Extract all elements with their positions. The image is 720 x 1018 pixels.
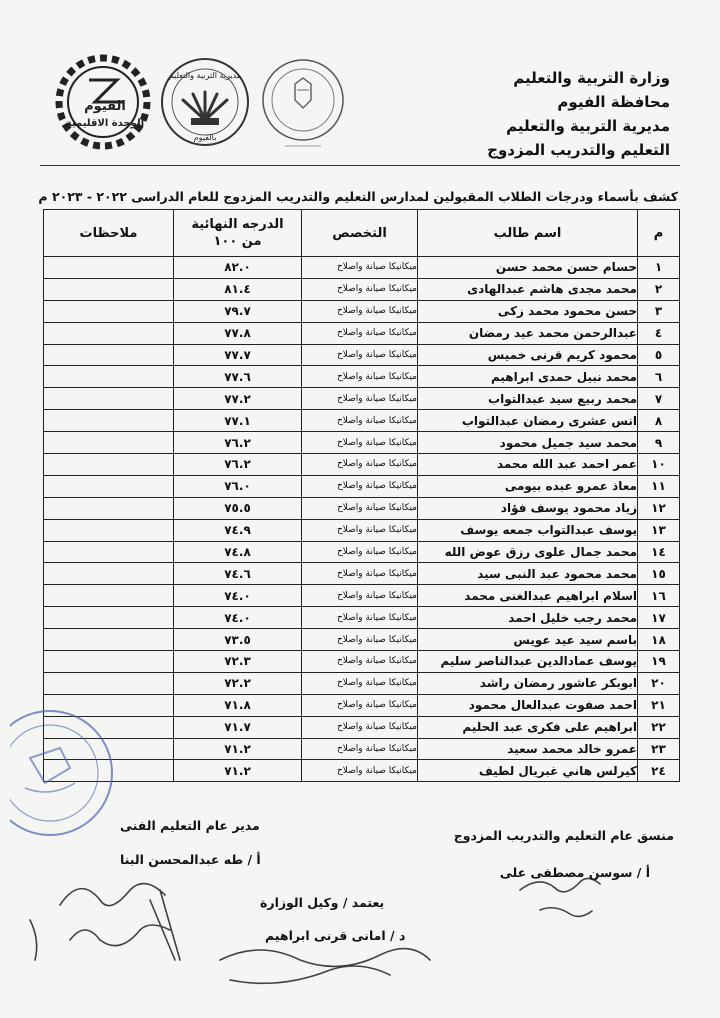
final-grade: ٧١.٢ — [174, 760, 302, 782]
notes-cell — [44, 651, 174, 673]
student-name: محمود كريم قرنى خميس — [418, 344, 638, 366]
specialization-cell: ميكانيكا صيانة واصلاح — [302, 497, 418, 519]
specialization-cell: ميكانيكا صيانة واصلاح — [302, 651, 418, 673]
student-name: احمد صفوت عبدالعال محمود — [418, 694, 638, 716]
notes-cell — [44, 257, 174, 279]
student-name: يوسف عمادالدين عبدالناصر سليم — [418, 651, 638, 673]
specialization-cell: ميكانيكا صيانة واصلاح — [302, 475, 418, 497]
specialization-cell: ميكانيكا صيانة واصلاح — [302, 541, 418, 563]
specialization-cell: ميكانيكا صيانة واصلاح — [302, 366, 418, 388]
director-title: مدير عام التعليم الفنى — [120, 818, 260, 833]
student-name: ابوبكر عاشور رمضان راشد — [418, 672, 638, 694]
governorate-name: محافظة الفيوم — [557, 93, 670, 111]
specialization-cell: ميكانيكا صيانة واصلاح — [302, 300, 418, 322]
student-name: محمد رجب خليل احمد — [418, 607, 638, 629]
header-specialization: التخصص — [302, 210, 418, 257]
specialization-cell: ميكانيكا صيانة واصلاح — [302, 585, 418, 607]
handwritten-signatures — [0, 830, 720, 1018]
student-name: عمر احمد عبد الله محمد — [418, 454, 638, 476]
notes-cell — [44, 410, 174, 432]
student-name: باسم سيد عيد عويس — [418, 629, 638, 651]
student-name: محمد ربيع سيد عبدالتواب — [418, 388, 638, 410]
table-row — [44, 563, 680, 585]
row-number: ٥ — [638, 344, 680, 366]
row-number: ١٩ — [638, 651, 680, 673]
header-grade-line1: الدرجه النهائية — [191, 217, 284, 232]
student-name: اسلام ابراهيم عبدالغنى محمد — [418, 585, 638, 607]
notes-cell — [44, 585, 174, 607]
specialization-cell: ميكانيكا صيانة واصلاح — [302, 410, 418, 432]
row-number: ١٥ — [638, 563, 680, 585]
notes-cell — [44, 300, 174, 322]
row-number: ٢٤ — [638, 760, 680, 782]
final-grade: ٧١.٨ — [174, 694, 302, 716]
final-grade: ٨١.٤ — [174, 278, 302, 300]
final-grade: ٧٩.٧ — [174, 300, 302, 322]
notes-cell — [44, 497, 174, 519]
row-number: ١ — [638, 257, 680, 279]
ministry-name: وزارة التربية والتعليم — [513, 69, 670, 87]
regional-unit-gear-logo — [59, 58, 147, 146]
row-number: ٦ — [638, 366, 680, 388]
table-row — [44, 629, 680, 651]
row-number: ١٦ — [638, 585, 680, 607]
final-grade: ٧٧.٨ — [174, 322, 302, 344]
row-number: ١٤ — [638, 541, 680, 563]
final-grade: ٧٥.٥ — [174, 497, 302, 519]
student-name: محمد نبيل حمدى ابراهيم — [418, 366, 638, 388]
row-number: ٢٣ — [638, 738, 680, 760]
coordinator-title: منسق عام التعليم والتدريب المزدوج — [453, 828, 674, 843]
letterhead — [487, 66, 670, 162]
student-name: انس عشرى رمضان عبدالتواب — [418, 410, 638, 432]
final-grade: ٧٧.٢ — [174, 388, 302, 410]
notes-cell — [44, 563, 174, 585]
row-number: ٣ — [638, 300, 680, 322]
row-number: ١٠ — [638, 454, 680, 476]
student-name: ابراهيم على فكرى عبد الحليم — [418, 716, 638, 738]
header-name: اسم طالب — [418, 210, 638, 257]
notes-cell — [44, 322, 174, 344]
student-name: عمرو خالد محمد سعيد — [418, 738, 638, 760]
final-grade: ٧٤.٨ — [174, 541, 302, 563]
directorate-logo — [162, 59, 248, 145]
row-number: ١٢ — [638, 497, 680, 519]
specialization-cell: ميكانيكا صيانة واصلاح — [302, 738, 418, 760]
table-row — [44, 366, 680, 388]
directorate-name: مديرية التربية والتعليم — [506, 117, 670, 135]
row-number: ٢ — [638, 278, 680, 300]
table-row — [44, 300, 680, 322]
final-grade: ٧٧.١ — [174, 410, 302, 432]
table-row — [44, 475, 680, 497]
specialization-cell: ميكانيكا صيانة واصلاح — [302, 563, 418, 585]
table-row — [44, 497, 680, 519]
student-name: معاذ عمرو عبده بيومى — [418, 475, 638, 497]
row-number: ٨ — [638, 410, 680, 432]
table-row — [44, 344, 680, 366]
table-row — [44, 585, 680, 607]
undersecretary-name: د / امانى قرنى ابراهيم — [265, 928, 406, 943]
specialization-cell: ميكانيكا صيانة واصلاح — [302, 519, 418, 541]
header-divider — [40, 165, 680, 166]
notes-cell — [44, 432, 174, 454]
final-grade: ٧٦.٢ — [174, 432, 302, 454]
table-row — [44, 322, 680, 344]
row-number: ٢٢ — [638, 716, 680, 738]
student-name: عبدالرحمن محمد عيد رمضان — [418, 322, 638, 344]
row-number: ١٣ — [638, 519, 680, 541]
specialization-cell: ميكانيكا صيانة واصلاح — [302, 760, 418, 782]
notes-cell — [44, 388, 174, 410]
table-header-row — [44, 210, 680, 257]
final-grade: ٧٤.٠ — [174, 585, 302, 607]
notes-cell — [44, 454, 174, 476]
student-name: محمد محمود عبد النبى سيد — [418, 563, 638, 585]
table-row — [44, 278, 680, 300]
header-notes: ملاحظات — [44, 210, 174, 257]
final-grade: ٧٧.٧ — [174, 344, 302, 366]
regional-logo-city: الفيوم — [84, 99, 126, 114]
table-row — [44, 454, 680, 476]
final-grade: ٧٢.٣ — [174, 651, 302, 673]
specialization-cell: ميكانيكا صيانة واصلاح — [302, 629, 418, 651]
final-grade: ٧٤.٩ — [174, 519, 302, 541]
student-name: محمد سيد جميل محمود — [418, 432, 638, 454]
student-name: محمد مجدى هاشم عبدالهادى — [418, 278, 638, 300]
specialization-cell: ميكانيكا صيانة واصلاح — [302, 672, 418, 694]
specialization-cell: ميكانيكا صيانة واصلاح — [302, 257, 418, 279]
table-row — [44, 541, 680, 563]
final-grade: ٧٤.٠ — [174, 607, 302, 629]
student-name: حسام حسن محمد حسن — [418, 257, 638, 279]
specialization-cell: ميكانيكا صيانة واصلاح — [302, 607, 418, 629]
table-row — [44, 432, 680, 454]
row-number: ٢٠ — [638, 672, 680, 694]
final-grade: ٧١.٧ — [174, 716, 302, 738]
coordinator-name: أ / سوسن مصطفى على — [499, 865, 650, 880]
specialization-cell: ميكانيكا صيانة واصلاح — [302, 716, 418, 738]
header-number: م — [638, 210, 680, 257]
row-number: ٢١ — [638, 694, 680, 716]
directorate-logo-text: مديرية التربية والتعليم — [168, 71, 242, 80]
table-row — [44, 651, 680, 673]
student-name: حسن محمود محمد زكى — [418, 300, 638, 322]
director-name: أ / طه عبدالمحسن البنا — [120, 852, 261, 867]
notes-cell — [44, 344, 174, 366]
student-name: زياد محمود يوسف فؤاد — [418, 497, 638, 519]
ministry-seal-logo — [263, 60, 343, 146]
directorate-logo-subtext: بالفيوم — [193, 133, 217, 142]
final-grade: ٧٦.٢ — [174, 454, 302, 476]
notes-cell — [44, 475, 174, 497]
final-grade: ٨٢.٠ — [174, 257, 302, 279]
row-number: ١٧ — [638, 607, 680, 629]
specialization-cell: ميكانيكا صيانة واصلاح — [302, 322, 418, 344]
table-row — [44, 388, 680, 410]
student-name: يوسف عبدالتواب جمعه يوسف — [418, 519, 638, 541]
row-number: ١١ — [638, 475, 680, 497]
header-grade — [174, 210, 302, 257]
student-name: كيرلس هاني غبريال لطيف — [418, 760, 638, 782]
document-title: كشف بأسماء ودرجات الطلاب المقبولين لمدارس التعليم والتدريب المزدوج للعام الدراسى ٢٠٢٢ - ٢٠٢٣ م — [38, 189, 678, 204]
specialization-cell: ميكانيكا صيانة واصلاح — [302, 454, 418, 476]
notes-cell — [44, 366, 174, 388]
table-row — [44, 519, 680, 541]
final-grade: ٧٤.٦ — [174, 563, 302, 585]
final-grade: ٧١.٢ — [174, 738, 302, 760]
table-row — [44, 607, 680, 629]
header-grade-line2: من ١٠٠ — [213, 234, 262, 249]
notes-cell — [44, 278, 174, 300]
specialization-cell: ميكانيكا صيانة واصلاح — [302, 388, 418, 410]
final-grade: ٧٢.٢ — [174, 672, 302, 694]
notes-cell — [44, 541, 174, 563]
table-row — [44, 257, 680, 279]
final-grade: ٧٣.٥ — [174, 629, 302, 651]
row-number: ٧ — [638, 388, 680, 410]
regional-logo-unit: الوحدة الاقليمية — [65, 118, 145, 129]
specialization-cell: ميكانيكا صيانة واصلاح — [302, 344, 418, 366]
row-number: ١٨ — [638, 629, 680, 651]
department-name: التعليم والتدريب المزدوج — [487, 141, 670, 159]
specialization-cell: ميكانيكا صيانة واصلاح — [302, 278, 418, 300]
table-row — [44, 410, 680, 432]
approval-label: يعتمد / وكيل الوزارة — [260, 895, 385, 910]
final-grade: ٧٦.٠ — [174, 475, 302, 497]
final-grade: ٧٧.٦ — [174, 366, 302, 388]
row-number: ٩ — [638, 432, 680, 454]
student-name: محمد جمال علوى رزق عوض الله — [418, 541, 638, 563]
row-number: ٤ — [638, 322, 680, 344]
specialization-cell: ميكانيكا صيانة واصلاح — [302, 694, 418, 716]
notes-cell — [44, 607, 174, 629]
specialization-cell: ميكانيكا صيانة واصلاح — [302, 432, 418, 454]
notes-cell — [44, 519, 174, 541]
logos-group — [45, 50, 345, 160]
notes-cell — [44, 629, 174, 651]
